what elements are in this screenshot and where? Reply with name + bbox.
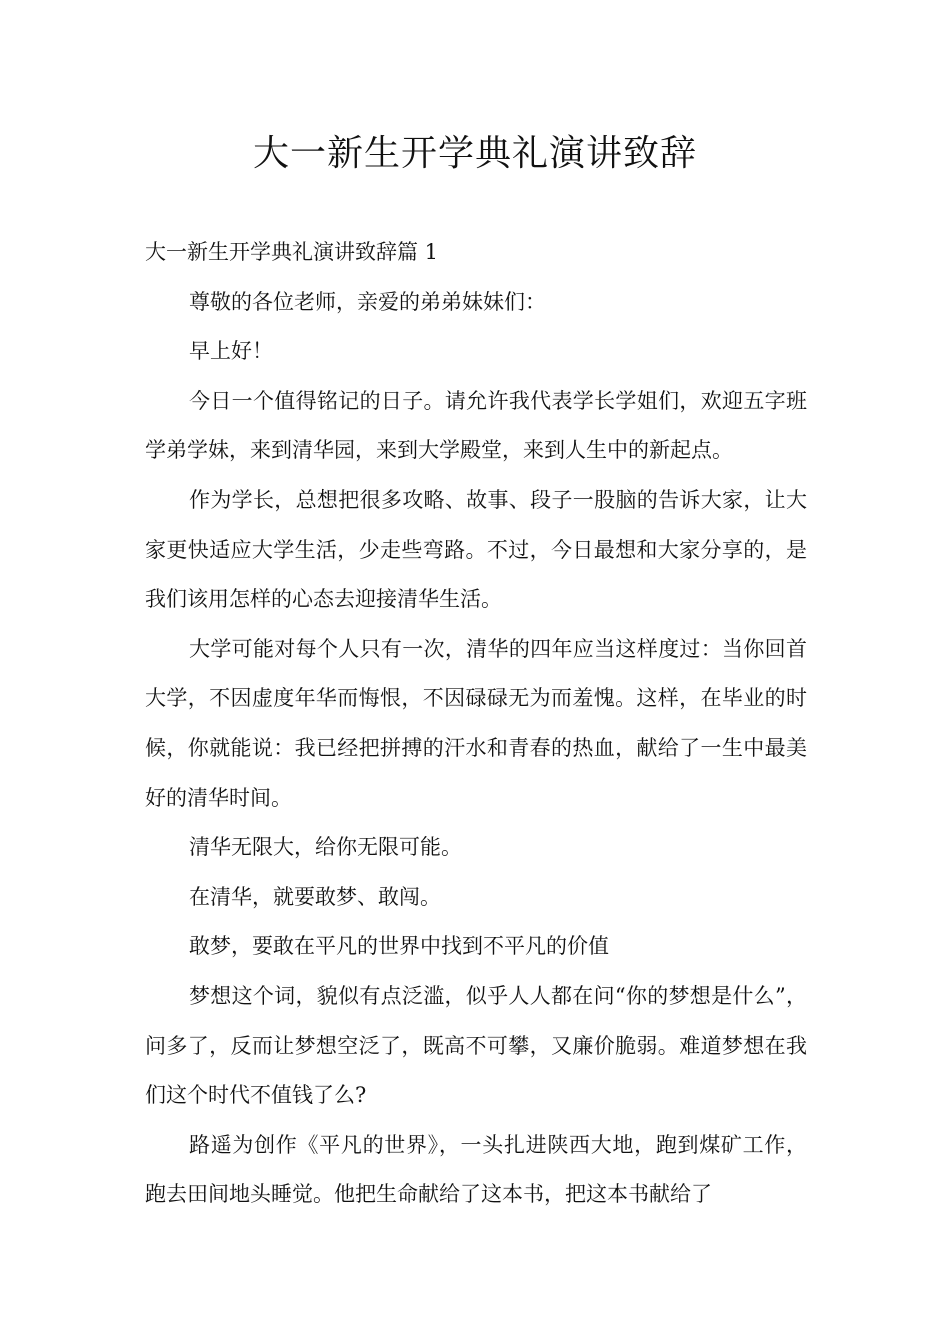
paragraph-infinite: 清华无限大，给你无限可能。 [189, 835, 462, 860]
paragraph-dream-word: 梦想这个词，貌似有点泛滥，似乎人人都在问“你的梦想是什么”，问多了，反而让梦想空泛了，既高不可攀，又廉价脆弱。难道梦想在我们这个时代不值钱了么? [145, 983, 807, 1108]
paragraph-welcome: 今日一个值得铭记的日子。请允许我代表学长学姐们，欢迎五字班学弟学妹，来到清华园，来到大学殿堂，来到人生中的新起点。 [145, 388, 807, 463]
paragraph-four-years: 大学可能对每个人只有一次，清华的四年应当这样度过：当你回首大学，不因虚度年华而悔恨，不因碌碌无为而羞愧。这样，在毕业的时候，你就能说：我已经把拼搏的汗水和青春的热血，献给了一生中最美好的清华时间。 [145, 636, 807, 810]
document-title: 大一新生开学典礼演讲致辞 [252, 133, 697, 174]
paragraph-dare: 在清华，就要敢梦、敢闯。 [189, 884, 441, 909]
paragraph-lu-yao: 路遥为创作《平凡的世界》，一头扎进陕西大地，跑到煤矿工作，跑去田间地头睡觉。他把生命献给了这本书，把这本书献给了 [145, 1132, 807, 1207]
paragraph-advice: 作为学长，总想把很多攻略、故事、段子一股脑的告诉大家，让大家更快适应大学生活，少走些弯路。不过，今日最想和大家分享的，是我们该用怎样的心态去迎接清华生活。 [145, 487, 807, 612]
paragraph-greeting: 早上好！ [189, 339, 273, 364]
paragraph-salutation: 尊敬的各位老师，亲爱的弟弟妹妹们： [189, 289, 546, 314]
section-heading: 大一新生开学典礼演讲致辞篇 1 [145, 240, 439, 264]
document-body [145, 228, 807, 1220]
paragraph-dare-dream: 敢梦，要敢在平凡的世界中找到不平凡的价值 [189, 934, 609, 959]
